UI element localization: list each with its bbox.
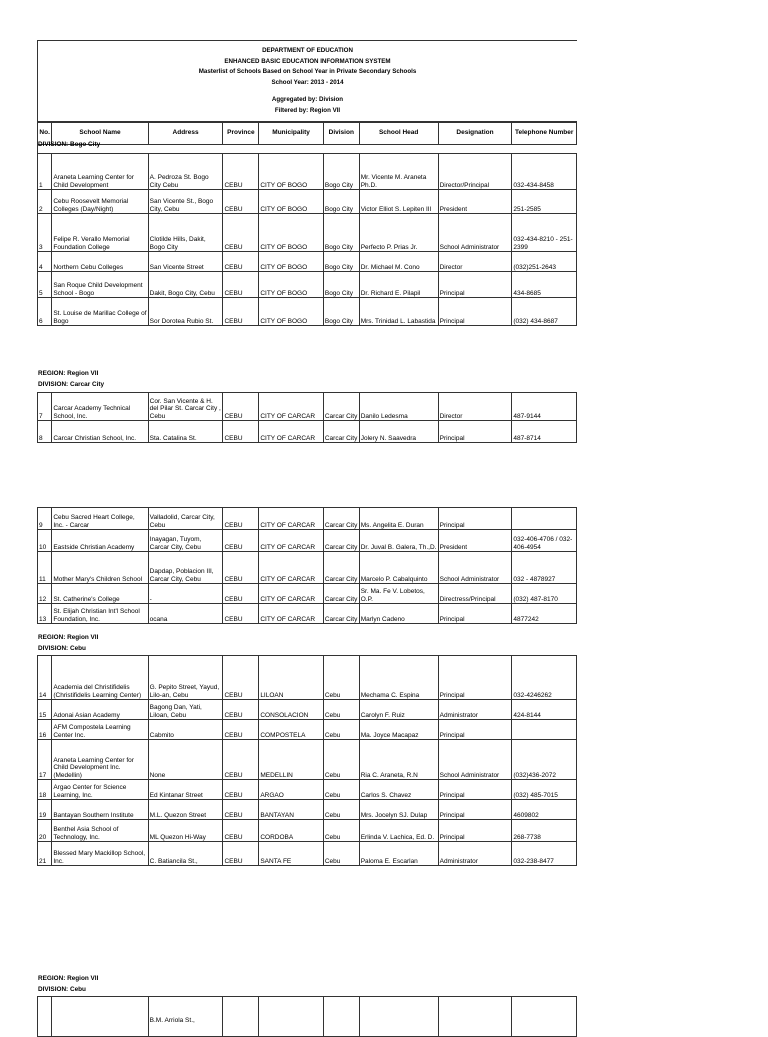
municipality-cell: COMPOSTELA — [259, 720, 324, 740]
municipality-cell: CORDOBA — [259, 820, 324, 842]
division-cell: Bogo City — [323, 190, 359, 214]
school-name-cell: Carcar Academy Technical School, Inc. — [52, 393, 148, 421]
division-cell: Carcar City — [323, 584, 359, 604]
address-cell: None — [148, 740, 223, 780]
schools-table-cebu — [37, 655, 577, 866]
table-row — [38, 700, 577, 720]
division-cell: Bogo City — [323, 298, 359, 326]
school-name-cell: Felipe R. Verallo Memorial Foundation College — [52, 214, 148, 252]
table-row — [38, 190, 577, 214]
schools-table-cebu-2 — [37, 996, 577, 1037]
address-cell: Sor Dorotea Rubio St. — [148, 298, 223, 326]
column-header: School Name — [52, 122, 148, 145]
school-name-cell: St. Catherine's College — [52, 584, 148, 604]
address-cell: B.M. Arriola St., — [148, 997, 223, 1037]
address-cell: ML Quezon Hi-Way — [148, 820, 223, 842]
column-header: No. — [38, 122, 52, 145]
school-name-cell: Araneta Learning Center for Child Development Inc. (Medellin) — [52, 740, 148, 780]
division-cell: Cebu — [323, 656, 359, 700]
block-cebu — [38, 656, 577, 866]
table-row — [38, 530, 577, 552]
designation-cell: Administrator — [438, 842, 512, 866]
row-number-cell: 18 — [38, 780, 52, 800]
school-head-cell: Carlos S. Chavez — [359, 780, 438, 800]
province-cell: CEBU — [223, 656, 259, 700]
telephone-cell: 4609802 — [512, 800, 577, 820]
province-cell: CEBU — [223, 700, 259, 720]
column-header: Telephone Number — [512, 122, 577, 145]
telephone-cell: (032)251-2643 — [512, 252, 577, 272]
block-bogo — [38, 145, 577, 326]
school-head-cell: Marlyn Cadeno — [359, 604, 438, 624]
table-row — [38, 154, 577, 190]
table-row — [38, 800, 577, 820]
address-cell: Bagong Dan, Yati, Liloan, Cebu — [148, 700, 223, 720]
telephone-cell: 032-238-8477 — [512, 842, 577, 866]
table-row — [38, 214, 577, 252]
province-cell: CEBU — [223, 154, 259, 190]
municipality-cell: CITY OF CARCAR — [259, 393, 324, 421]
school-name-cell: Carcar Christian School, Inc. — [52, 421, 148, 443]
telephone-cell: (032) 487-8170 — [512, 584, 577, 604]
row-number-cell: 11 — [38, 552, 52, 584]
header-line-1: DEPARTMENT OF EDUCATION — [262, 47, 353, 54]
designation-cell: Principal — [438, 720, 512, 740]
table-row — [38, 604, 577, 624]
designation-cell: School Administrator — [438, 740, 512, 780]
schools-table-carcar — [37, 392, 577, 443]
row-number-cell: 7 — [38, 393, 52, 421]
column-header: School Head — [359, 122, 438, 145]
header-line-5: Aggregated by: Division — [271, 96, 344, 103]
table-row — [38, 780, 577, 800]
school-name-cell: St. Louise de Marillac College of Bogo — [52, 298, 148, 326]
province-cell: CEBU — [223, 190, 259, 214]
report-header — [37, 40, 577, 123]
table-row — [38, 393, 577, 421]
region-label: REGION: Region VII — [38, 370, 99, 377]
school-name-cell: San Roque Child Development School - Bogo — [52, 272, 148, 298]
column-header: Address — [148, 122, 223, 145]
address-cell: Cor. San Vicente & H. del Pilar St. Carcar City , Cebu — [148, 393, 223, 421]
telephone-cell: 4877242 — [512, 604, 577, 624]
designation-cell: Director — [438, 393, 512, 421]
province-cell: CEBU — [223, 604, 259, 624]
province-cell: CEBU — [223, 800, 259, 820]
designation-cell: Principal — [438, 820, 512, 842]
school-name-cell: Cebu Roosevelt Memorial Colleges (Day/Night) — [52, 190, 148, 214]
designation-cell: President — [438, 530, 512, 552]
municipality-cell: BANTAYAN — [259, 800, 324, 820]
province-cell: CEBU — [223, 552, 259, 584]
school-head-cell: Ms. Angelita E. Duran — [359, 508, 438, 530]
division-cell: Carcar City — [323, 552, 359, 584]
row-number-cell: 21 — [38, 842, 52, 866]
column-header: Province — [223, 122, 259, 145]
school-head-cell: Mechama C. Espina — [359, 656, 438, 700]
address-cell: C. Batiancila St., — [148, 842, 223, 866]
province-cell: CEBU — [223, 393, 259, 421]
division-cell: Cebu — [323, 700, 359, 720]
column-header: Division — [323, 122, 359, 145]
school-name-cell: Araneta Learning Center for Child Development — [52, 154, 148, 190]
telephone-cell: 032-434-8210 - 251-2399 — [512, 214, 577, 252]
designation-cell: Principal — [438, 298, 512, 326]
address-cell: G. Pepito Street, Yayud, Lilo-an, Cebu — [148, 656, 223, 700]
table-row — [38, 508, 577, 530]
school-name-cell: Eastside Christian Academy — [52, 530, 148, 552]
row-number-cell: 5 — [38, 272, 52, 298]
designation-cell: School Administrator — [438, 214, 512, 252]
school-head-cell: Dr. Michael M. Cono — [359, 252, 438, 272]
school-name-cell: Mother Mary's Children School — [52, 552, 148, 584]
row-number-cell: 14 — [38, 656, 52, 700]
division-label-carcar: DIVISION: Carcar City — [38, 381, 105, 388]
designation-cell: President — [438, 190, 512, 214]
school-name-cell: Cebu Sacred Heart College, Inc. - Carcar — [52, 508, 148, 530]
table-row — [38, 272, 577, 298]
telephone-cell: (032)436-2072 — [512, 740, 577, 780]
table-row — [38, 252, 577, 272]
division-cell: Carcar City — [323, 530, 359, 552]
row-number-cell: 6 — [38, 298, 52, 326]
designation-cell: Principal — [438, 780, 512, 800]
address-cell: Ed Kintanar Street — [148, 780, 223, 800]
province-cell: CEBU — [223, 780, 259, 800]
telephone-cell: 424-8144 — [512, 700, 577, 720]
division-label-cebu: DIVISION: Cebu — [38, 986, 86, 993]
address-cell: M.L. Quezon Street — [148, 800, 223, 820]
school-head-cell: Marcelo P. Cabalquinto — [359, 552, 438, 584]
table-row — [38, 298, 577, 326]
school-head-cell: Sr. Ma. Fe V. Lobetos, O.P. — [359, 584, 438, 604]
designation-cell: School Administrator — [438, 552, 512, 584]
division-cell: Carcar City — [323, 508, 359, 530]
province-cell: CEBU — [223, 842, 259, 866]
school-head-cell: Mrs. Trinidad L. Labastida — [359, 298, 438, 326]
address-cell: San Vicente Street — [148, 252, 223, 272]
designation-cell: Principal — [438, 421, 512, 443]
school-head-cell: Carolyn F. Ruiz — [359, 700, 438, 720]
school-name-cell: AFM Compostela Learning Center Inc. — [52, 720, 148, 740]
table-row — [38, 842, 577, 866]
row-number-cell: 16 — [38, 720, 52, 740]
municipality-cell: CITY OF CARCAR — [259, 584, 324, 604]
municipality-cell: CITY OF CARCAR — [259, 421, 324, 443]
municipality-cell: CONSOLACION — [259, 700, 324, 720]
designation-cell: Director/Principal — [438, 154, 512, 190]
division-cell: Bogo City — [323, 272, 359, 298]
designation-cell: Principal — [438, 508, 512, 530]
telephone-cell: 032-4246262 — [512, 656, 577, 700]
column-header-row — [38, 122, 577, 145]
province-cell: CEBU — [223, 530, 259, 552]
school-name-cell: Northern Cebu Colleges — [52, 252, 148, 272]
designation-cell: Principal — [438, 656, 512, 700]
province-cell: CEBU — [223, 584, 259, 604]
school-name-cell: Adonai Asian Academy — [52, 700, 148, 720]
address-cell: ocana — [148, 604, 223, 624]
telephone-cell: 434-8685 — [512, 272, 577, 298]
telephone-cell: (032) 485-7015 — [512, 780, 577, 800]
row-number-cell: 15 — [38, 700, 52, 720]
division-cell: Cebu — [323, 800, 359, 820]
table-row — [38, 656, 577, 700]
row-number-cell: 19 — [38, 800, 52, 820]
municipality-cell: CITY OF CARCAR — [259, 530, 324, 552]
school-head-cell: Jolery N. Saavedra — [359, 421, 438, 443]
row-number-cell: 4 — [38, 252, 52, 272]
municipality-cell: CITY OF BOGO — [259, 154, 324, 190]
telephone-cell — [512, 508, 577, 530]
municipality-cell: CITY OF BOGO — [259, 190, 324, 214]
row-number-cell: 8 — [38, 421, 52, 443]
address-cell: Cabmito — [148, 720, 223, 740]
row-number-cell: 3 — [38, 214, 52, 252]
division-cell: Bogo City — [323, 214, 359, 252]
row-number-cell: 17 — [38, 740, 52, 780]
municipality-cell: CITY OF CARCAR — [259, 508, 324, 530]
header-line-2: ENHANCED BASIC EDUCATION INFORMATION SYSTEM — [224, 57, 391, 65]
address-cell: Valladolid, Carcar City, Cebu — [148, 508, 223, 530]
division-cell: Cebu — [323, 842, 359, 866]
division-cell: Bogo City — [323, 154, 359, 190]
division-cell: Carcar City — [323, 393, 359, 421]
division-cell: Cebu — [323, 780, 359, 800]
address-cell: - — [148, 584, 223, 604]
municipality-cell: CITY OF BOGO — [259, 298, 324, 326]
row-number-cell: 13 — [38, 604, 52, 624]
division-label-cebu: DIVISION: Cebu — [38, 645, 86, 652]
school-head-cell: Erlinda V. Lachica, Ed. D. — [359, 820, 438, 842]
block-carcar-1 — [38, 393, 577, 443]
division-cell: Carcar City — [323, 421, 359, 443]
municipality-cell: SANTA FE — [259, 842, 324, 866]
table-row — [38, 552, 577, 584]
telephone-cell: 268-7738 — [512, 820, 577, 842]
designation-cell: Principal — [438, 800, 512, 820]
school-name-cell: Academia del Christifidelis (Christifidelis Learning Center) — [52, 656, 148, 700]
row-number-cell: 1 — [38, 154, 52, 190]
block-carcar-2 — [38, 508, 577, 624]
header-line-3: Masterlist of Schools Based on School Year in Private Secondary Schools — [198, 68, 417, 75]
school-head-cell: Dr. Juval B. Galera, Th.,D. — [359, 530, 438, 552]
telephone-cell: 032-406-4706 / 032-406-4954 — [512, 530, 577, 552]
division-cell: Bogo City — [323, 252, 359, 272]
row-number-cell: 12 — [38, 584, 52, 604]
row-number-cell: 20 — [38, 820, 52, 842]
school-head-cell: Ma. Joyce Macapaz — [359, 720, 438, 740]
schools-table-carcar-2 — [37, 507, 577, 624]
division-cell: Cebu — [323, 820, 359, 842]
province-cell: CEBU — [223, 720, 259, 740]
province-cell: CEBU — [223, 508, 259, 530]
region-label: REGION: Region VII — [38, 975, 99, 982]
school-head-cell: Mrs. Jocelyn SJ. Dulap — [359, 800, 438, 820]
region-label: REGION: Region VII — [38, 634, 99, 641]
school-name-cell: Blessed Mary Mackillop School, Inc. — [52, 842, 148, 866]
school-head-cell: Victor Elliot S. Lepiten III — [359, 190, 438, 214]
school-head-cell: Paloma E. Escarlan — [359, 842, 438, 866]
division-cell: Cebu — [323, 720, 359, 740]
table-row — [38, 820, 577, 842]
municipality-cell: CITY OF CARCAR — [259, 552, 324, 584]
school-head-cell: Dr. Richard E. Pilapil — [359, 272, 438, 298]
designation-cell: Administrator — [438, 700, 512, 720]
division-cell: Cebu — [323, 740, 359, 780]
table-row — [38, 584, 577, 604]
municipality-cell: CITY OF BOGO — [259, 252, 324, 272]
school-head-cell: Mr. Vicente M. Araneta Ph.D. — [359, 154, 438, 190]
designation-cell: Principal — [438, 604, 512, 624]
province-cell: CEBU — [223, 252, 259, 272]
address-cell: San Vicente St., Bogo City, Cebu — [148, 190, 223, 214]
division-cell: Carcar City — [323, 604, 359, 624]
telephone-cell: 032-434-8458 — [512, 154, 577, 190]
header-line-4: School Year: 2013 - 2014 — [271, 78, 344, 86]
municipality-cell: MEDELLIN — [259, 740, 324, 780]
telephone-cell: 487-8714 — [512, 421, 577, 443]
schools-table-page1 — [37, 121, 577, 326]
telephone-cell: 032 - 4878927 — [512, 552, 577, 584]
municipality-cell: LILOAN — [259, 656, 324, 700]
table-row — [38, 421, 577, 443]
province-cell: CEBU — [223, 421, 259, 443]
municipality-cell: CITY OF BOGO — [259, 272, 324, 298]
header-line-6: Filtered by: Region VII — [274, 106, 341, 114]
school-head-cell: Ria C. Araneta, R.N — [359, 740, 438, 780]
spacer-row — [38, 145, 577, 154]
telephone-cell: 251-2585 — [512, 190, 577, 214]
province-cell: CEBU — [223, 820, 259, 842]
telephone-cell: 487-9144 — [512, 393, 577, 421]
province-cell: CEBU — [223, 740, 259, 780]
division-label-bogo: DIVISION: Bogo City — [38, 141, 101, 148]
address-cell: A. Pedroza St. Bogo City Cebu — [148, 154, 223, 190]
address-cell: Clotilde Hills, Dakit, Bogo City — [148, 214, 223, 252]
telephone-cell: (032) 434-8687 — [512, 298, 577, 326]
column-header: Municipality — [259, 122, 324, 145]
province-cell: CEBU — [223, 298, 259, 326]
municipality-cell: CITY OF CARCAR — [259, 604, 324, 624]
school-name-cell: Argao Center for Science Learning, Inc. — [52, 780, 148, 800]
designation-cell: Director — [438, 252, 512, 272]
school-name-cell: St. Elijah Christian Int'l School Foundation, Inc. — [52, 604, 148, 624]
address-cell: Dapdap, Poblacion III, Carcar City, Cebu — [148, 552, 223, 584]
designation-cell: Directress/Principal — [438, 584, 512, 604]
address-cell: Dakit, Bogo City, Cebu — [148, 272, 223, 298]
table-row — [38, 740, 577, 780]
address-cell: Inayagan, Tuyom, Carcar City, Cebu — [148, 530, 223, 552]
telephone-cell — [512, 720, 577, 740]
school-name-cell: Benthel Asia School of Technology, Inc. — [52, 820, 148, 842]
table-row — [38, 720, 577, 740]
row-number-cell: 10 — [38, 530, 52, 552]
province-cell: CEBU — [223, 214, 259, 252]
row-number-cell: 9 — [38, 508, 52, 530]
column-header: Designation — [438, 122, 512, 145]
row-number-cell: 2 — [38, 190, 52, 214]
province-cell: CEBU — [223, 272, 259, 298]
municipality-cell: ARGAO — [259, 780, 324, 800]
address-cell: Sta. Catalina St. — [148, 421, 223, 443]
table-row — [38, 997, 577, 1037]
school-head-cell: Danilo Ledesma — [359, 393, 438, 421]
school-head-cell: Perfecto P. Prias Jr. — [359, 214, 438, 252]
school-name-cell: Bantayan Southern Institute — [52, 800, 148, 820]
municipality-cell: CITY OF BOGO — [259, 214, 324, 252]
designation-cell: Principal — [438, 272, 512, 298]
